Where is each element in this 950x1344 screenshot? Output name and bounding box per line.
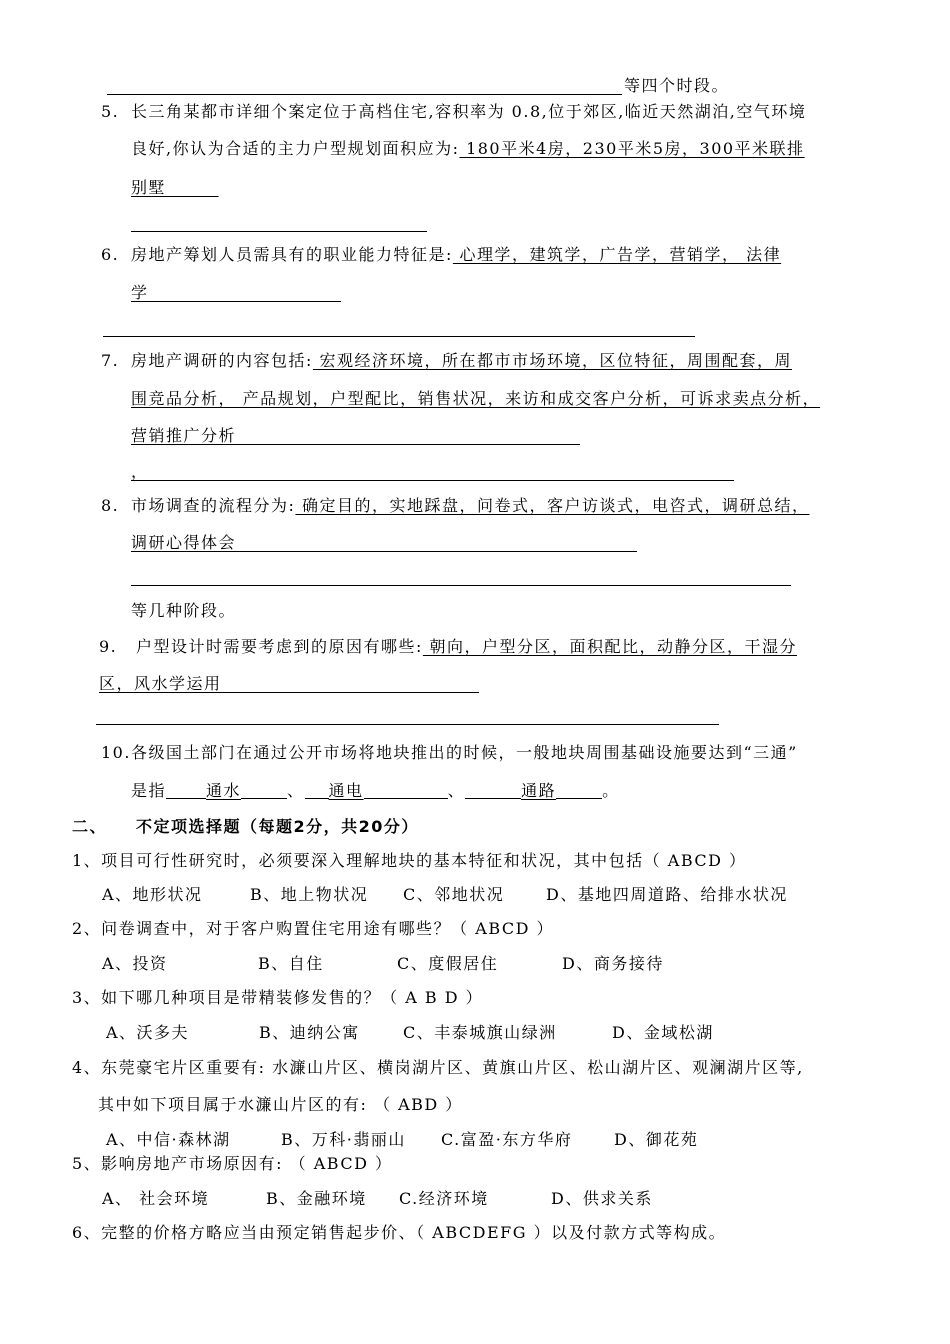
- mc2-option-a: A、投资: [102, 954, 168, 973]
- section-title: 不定项选择题（每题2分，共20分）: [136, 817, 419, 836]
- q5-prompt: 良好,你认为合适的主力户型规划面积应为:: [131, 139, 460, 158]
- q7-number: 7.: [101, 351, 120, 370]
- q9-prompt: 户型设计时需要考虑到的原因有哪些:: [136, 637, 423, 656]
- separator: 、: [447, 781, 466, 800]
- section-number: 二、: [72, 817, 108, 836]
- q9-number: 9.: [99, 637, 118, 656]
- mc3-option-d: D、金域松湖: [612, 1023, 714, 1042]
- mc2-option-c: C、度假居住: [397, 954, 499, 973]
- mc1-option-a: A、地形状况: [102, 885, 203, 904]
- q6-answer-cont: 学: [131, 283, 149, 302]
- separator: 、: [287, 781, 305, 800]
- q5-number: 5.: [101, 102, 120, 121]
- q5-answer-cont: 别墅: [131, 178, 167, 197]
- q8-prompt: 市场调查的流程分为:: [131, 496, 296, 515]
- answer-line: [131, 585, 791, 586]
- q10-prompt: 是指: [131, 781, 167, 800]
- mc6-question: 6、完整的价格方略应当由预定销售起步价、（ ABCDEFG ）以及付款方式等构成。: [72, 1223, 727, 1242]
- answer-line: [131, 551, 637, 552]
- mc4-option-b: B、万科·翡丽山: [281, 1130, 406, 1149]
- mc5-option-c: C.经济环境: [399, 1189, 489, 1208]
- blank: [241, 782, 287, 799]
- q10-electric: 通电: [328, 781, 364, 800]
- q8-line1: [131, 495, 810, 517]
- mc4-option-c: C.富盈·东方华府: [441, 1130, 573, 1149]
- mc1-option-c: C、邻地状况: [403, 885, 505, 904]
- q7-line1: [131, 350, 792, 372]
- mc1-option-b: B、地上物状况: [250, 885, 369, 904]
- mc1-question: 1、项目可行性研究时，必须要深入理解地块的基本特征和状况，其中包括（ ABCD ）: [72, 851, 747, 870]
- mc2-option-b: B、自住: [258, 954, 324, 973]
- q10-line2: [131, 780, 620, 802]
- q7-prompt: 房地产调研的内容包括:: [131, 351, 313, 370]
- answer-line: [103, 336, 695, 337]
- q4-tail: 等四个时段。: [624, 76, 730, 95]
- mc5-question: 5、影响房地产市场原因有: （ ABCD ）: [72, 1154, 393, 1173]
- q7-answer: 宏观经济环境，所在都市市场环境，区位特征，周围配套，周: [312, 351, 792, 370]
- blank: [364, 782, 448, 799]
- q10-road: 通路: [521, 781, 557, 800]
- q9-line1: [136, 636, 797, 658]
- mc5-option-d: D、供求关系: [551, 1189, 653, 1208]
- mc2-option-d: D、商务接待: [562, 954, 664, 973]
- q8-tail: 等几种阶段。: [131, 601, 237, 620]
- q6-number: 6.: [101, 245, 120, 264]
- blank: [465, 782, 521, 799]
- q10-water: 通水: [206, 781, 242, 800]
- mc4-question-line1: 4、东莞豪宅片区重要有: 水濂山片区、横岗湖片区、黄旗山片区、松山湖片区、观澜湖片区等,: [72, 1058, 804, 1077]
- mc1-option-d: D、基地四周道路、给排水状况: [546, 885, 788, 904]
- mc5-option-a: A、 社会环境: [102, 1189, 210, 1208]
- q8-answer-line2: 调研心得体会: [131, 533, 237, 552]
- q9-answer-line2: 区，风水学运用: [99, 674, 222, 693]
- q7-answer-line3: 营销推广分析: [131, 426, 237, 445]
- mc3-option-a: A、沃多夫: [106, 1023, 190, 1042]
- q7-answer-line2: 围竞品分析， 产品规划，户型配比，销售状况，来访和成交客户分析，可诉求卖点分析，: [131, 389, 821, 408]
- answer-line: [131, 444, 580, 445]
- q7-answer-line4: ，: [131, 462, 149, 481]
- q6-prompt: 房地产筹划人员需具有的职业能力特征是:: [131, 245, 453, 264]
- blank: [166, 782, 206, 799]
- q5-line1: 长三角某都市详细个案定位于高档住宅,容积率为 0.8,位于郊区,临近天然湖泊,空气环境: [131, 102, 807, 121]
- q5-line2: [131, 138, 805, 160]
- mc3-option-c: C、丰泰城旗山绿洲: [403, 1023, 557, 1042]
- blank: [305, 782, 329, 799]
- answer-line: [107, 94, 622, 95]
- q5-answer: 180平米4房，230平米5房，300平米联排: [459, 139, 805, 158]
- answer-line: [131, 480, 734, 481]
- q8-answer: 确定目的，实地踩盘，问卷式，客户访谈式，电咨式，调研总结，: [295, 496, 810, 515]
- mc3-option-b: B、迪纳公寓: [259, 1023, 360, 1042]
- mc3-question: 3、如下哪几种项目是带精装修发售的？（ A B D ）: [72, 988, 484, 1007]
- mc4-option-d: D、御花苑: [614, 1130, 699, 1149]
- answer-line: [131, 231, 427, 232]
- q6-answer: 心理学，建筑学，广告学，营销学， 法律: [452, 245, 782, 264]
- q8-number: 8.: [101, 496, 120, 515]
- q9-answer: 朝向，户型分区，面积配比，动静分区，干湿分: [422, 637, 797, 656]
- q6-line1: [131, 244, 781, 266]
- period: 。: [602, 781, 620, 800]
- blank: [556, 782, 602, 799]
- mc4-question-line2: 其中如下项目属于水濂山片区的有: （ ABD ）: [98, 1095, 463, 1114]
- answer-line: [96, 724, 719, 725]
- mc4-option-a: A、中信·森林湖: [106, 1130, 231, 1149]
- answer-line: [99, 692, 479, 693]
- mc2-question: 2、问卷调查中，对于客户购置住宅用途有哪些？（ ABCD ）: [72, 919, 555, 938]
- q10-line1: 10.各级国土部门在通过公开市场将地块推出的时候，一般地块周围基础设施要达到“三通”: [101, 743, 798, 762]
- mc5-option-b: B、金融环境: [266, 1189, 367, 1208]
